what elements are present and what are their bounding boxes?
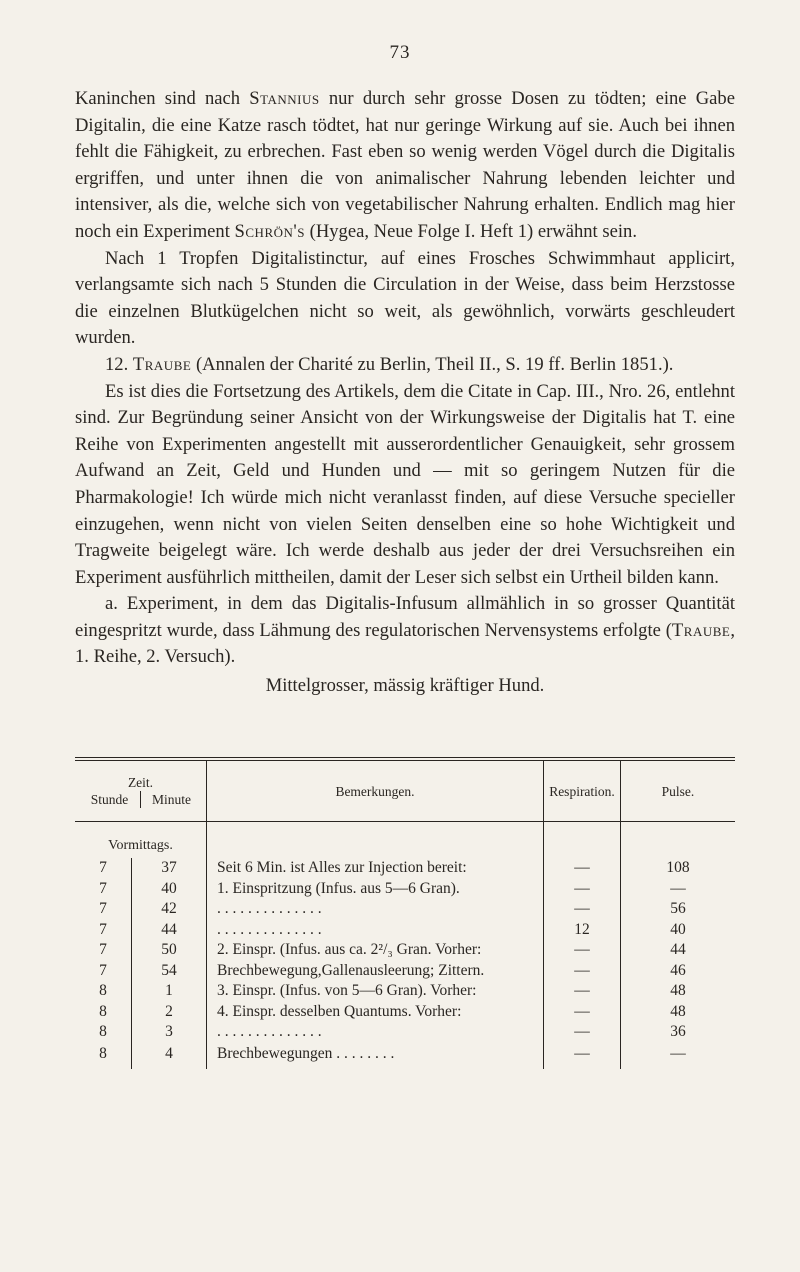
table-row bbox=[75, 1002, 735, 1023]
text-run: , 1. Reihe, 2. Versuch). bbox=[75, 619, 735, 668]
body-text bbox=[75, 86, 735, 700]
text-run: nur durch sehr grosse Dosen zu tödten; eine Gabe Digitalin, die eine Katze rasch tödtet, hat nur geringe Wirkung auf sie. Auch bei ihnen fehlt die Fähigkeit, zu erbrechen. Fast eben so wenig werden Vögel durch die Digitalis ergriffen, und unter ihnen die von animalischer Nahrung lebenden leichter und intensiver, als die, welche sich von vegetabilischer Nahrung erhalten. Endlich mag hier noch ein Experiment bbox=[75, 88, 735, 242]
cell-stunde: 7 bbox=[99, 900, 107, 917]
cell-respiration: — bbox=[544, 981, 621, 1002]
paragraph-5 bbox=[75, 591, 735, 671]
cell-respiration: — bbox=[544, 858, 621, 879]
cell-respiration: — bbox=[544, 1043, 621, 1069]
paragraph-1 bbox=[75, 86, 735, 246]
cell-stunde: 8 bbox=[99, 1044, 107, 1062]
cell-pulse: 48 bbox=[621, 981, 736, 1002]
table-gap-row bbox=[75, 822, 735, 835]
cell-bemerkung: 4. Einspr. desselben Quantums. Vorher: bbox=[207, 1002, 544, 1023]
cell-bemerkung: . . . . . . . . . . . . . . bbox=[207, 899, 544, 920]
cell-pulse: 56 bbox=[621, 899, 736, 920]
author-name: Stannius bbox=[249, 88, 320, 109]
header-respiration: Respiration. bbox=[544, 759, 621, 822]
cell-stunde: 7 bbox=[99, 920, 107, 938]
table-row bbox=[75, 879, 735, 900]
cell-stunde: 8 bbox=[99, 1002, 107, 1020]
cell-bemerkung: . . . . . . . . . . . . . . bbox=[207, 920, 544, 941]
experiment-subtitle: Mittelgrosser, mässig kräftiger Hund. bbox=[265, 675, 545, 697]
text-run: Kaninchen sind nach bbox=[75, 88, 250, 109]
cell-minute: 2 bbox=[132, 1002, 207, 1023]
header-minute: Minute bbox=[152, 792, 191, 807]
cell-bemerkung: . . . . . . . . . . . . . . bbox=[207, 1022, 544, 1043]
cell-pulse: — bbox=[621, 879, 736, 900]
table-row bbox=[75, 981, 735, 1002]
cell-pulse: 36 bbox=[621, 1022, 736, 1043]
cell-respiration: — bbox=[544, 879, 621, 900]
table-row bbox=[75, 858, 735, 879]
page-number: 73 bbox=[389, 42, 411, 63]
table-section-row bbox=[75, 834, 735, 858]
table-header-row bbox=[75, 759, 735, 822]
cell-bemerkung: Brechbewegungen . . . . . . . . bbox=[207, 1043, 544, 1069]
cell-minute: 3 bbox=[132, 1022, 207, 1043]
cell-pulse: 40 bbox=[621, 920, 736, 941]
cell-pulse: 48 bbox=[621, 1002, 736, 1023]
cell-minute: 37 bbox=[132, 858, 207, 879]
cell-respiration: — bbox=[544, 940, 621, 961]
paragraph-2: Nach 1 Tropfen Digitalistinctur, auf eines Frosches Schwimmhaut applicirt, verlangsamte sich nach 5 Stunden die Circulation in der Weise, dass beim Herzstosse die einzelnen Blutkügelchen nicht so weit, als gewöhnlich, vorwärts geschleudert wurden. bbox=[75, 247, 735, 349]
cell-minute: 40 bbox=[132, 879, 207, 900]
header-zeit bbox=[75, 759, 207, 822]
cell-pulse: 108 bbox=[621, 858, 736, 879]
cell-stunde: 7 bbox=[99, 859, 107, 876]
experiment-table bbox=[75, 757, 735, 1069]
cell-stunde: 7 bbox=[99, 961, 107, 979]
cell-stunde: 8 bbox=[99, 982, 107, 999]
cell-minute: 42 bbox=[132, 899, 207, 920]
cell-minute: 54 bbox=[132, 961, 207, 982]
table-row bbox=[75, 1022, 735, 1043]
cell-respiration: 12 bbox=[544, 920, 621, 941]
cell-bemerkung: 3. Einspr. (Infus. von 5—6 Gran). Vorher: bbox=[207, 981, 544, 1002]
cell-bemerkung: Seit 6 Min. ist Alles zur Injection bereit: bbox=[207, 858, 544, 879]
text-run: 12. bbox=[105, 353, 133, 375]
table-row bbox=[75, 961, 735, 982]
header-zeit-label: Zeit. bbox=[127, 775, 154, 790]
cell-stunde: 8 bbox=[99, 1023, 107, 1040]
cell-bemerkung: Brechbewegung,Gallenausleerung; Zittern. bbox=[207, 961, 544, 982]
cell-pulse: 46 bbox=[621, 961, 736, 982]
cell-minute: 44 bbox=[132, 920, 207, 941]
paragraph-4: Es ist dies die Fortsetzung des Artikels, dem die Citate in Cap. III., Nro. 26, entlehnt sind. Zur Begründung seiner Ansicht von der Wirkungsweise der Digitalis hat T. eine Reihe von Experimenten angestellt mit ausserordentlicher Genauigkeit, sehr grossem Aufwand an Zeit, Geld und Hunden und — mit so geringem Nutzen für die Pharmakologie! Ich würde mich nicht veranlasst finden, auf diese Versuche specieller einzugehen, wenn nicht von vielen Seiten denselben eine so hohe Wichtigkeit und Tragweite beigelegt wäre. Ich werde deshalb aus jeder der drei Versuchsreihen ein Experiment ausführlich mittheilen, damit der Leser sich selbst ein Urtheil bilden kann. bbox=[75, 380, 735, 588]
cell-pulse: 44 bbox=[621, 940, 736, 961]
header-pulse: Pulse. bbox=[621, 759, 736, 822]
text-run: (Annalen der Charité zu Berlin, Theil II., S. 19 ff. Berlin 1851.). bbox=[191, 353, 674, 375]
author-name: Traube bbox=[671, 619, 731, 641]
cell-minute: 4 bbox=[132, 1043, 207, 1069]
cell-pulse: — bbox=[621, 1043, 736, 1069]
section-label-vormittags: Vormittags. bbox=[108, 838, 173, 853]
text-run: a. Experiment, in dem das Digitalis-Infusum allmählich in so grosser Quantität eingespritzt wurde, dass Lähmung des regulatorischen Nervensystems erfolgte ( bbox=[75, 593, 735, 641]
cell-minute: 1 bbox=[132, 981, 207, 1002]
text-run: (Hygea, Neue Folge I. Heft 1) erwähnt sein. bbox=[304, 220, 637, 242]
header-bemerkungen: Bemerkungen. bbox=[207, 759, 544, 822]
cell-stunde: 7 bbox=[99, 879, 107, 897]
paragraph-3 bbox=[75, 352, 735, 379]
cell-bemerkung: 2. Einspr. (Infus. aus ca. 2²/₃ Gran. Vorher: bbox=[207, 940, 544, 961]
cell-respiration: — bbox=[544, 1002, 621, 1023]
cell-respiration: — bbox=[544, 899, 621, 920]
cell-bemerkung: 1. Einspritzung (Infus. aus 5—6 Gran). bbox=[207, 879, 544, 900]
table-row bbox=[75, 920, 735, 941]
cell-stunde: 7 bbox=[99, 941, 107, 958]
author-name: Schrön's bbox=[234, 220, 305, 242]
table-row bbox=[75, 899, 735, 920]
cell-minute: 50 bbox=[132, 940, 207, 961]
cell-respiration: — bbox=[544, 1022, 621, 1043]
table-row bbox=[75, 1043, 735, 1069]
table-row bbox=[75, 940, 735, 961]
header-stunde: Stunde bbox=[79, 791, 141, 808]
author-name: Traube bbox=[132, 353, 192, 375]
cell-respiration: — bbox=[544, 961, 621, 982]
